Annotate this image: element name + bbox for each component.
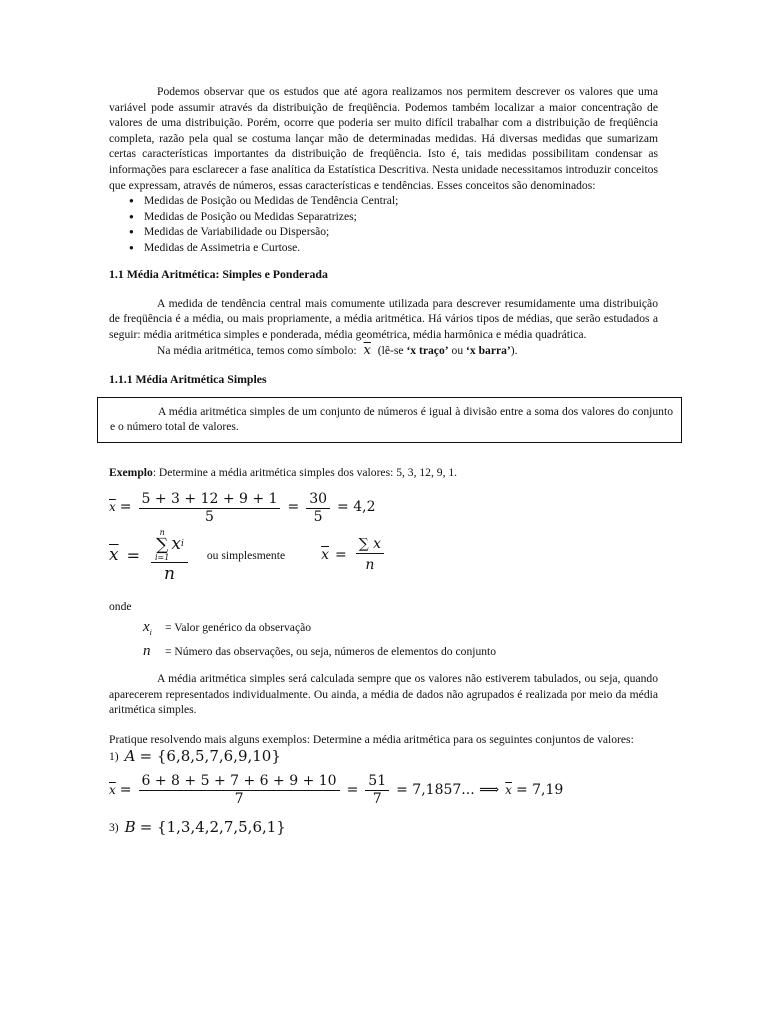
xi-symbol [143,618,165,642]
section-heading-1-1: 1.1 Média Aritmética: Simples e Ponderada [109,267,328,282]
x-bar-symbol: $\overline{x}$ [505,782,512,797]
read-or: ou [451,343,464,357]
example-3-set [109,820,658,836]
numerator: 6 + 8 + 5 + 7 + 6 + 9 + 10 [139,773,340,791]
definition-text: = Número das observações, ou seja, números de elementos do conjunto [165,645,497,659]
fraction [139,491,281,526]
section-paragraph: A medida de tendência central mais comumente utilizada para descrever resumidamente uma distribuição de freqüência é a média, ou mais propriamente, a média aritmética. Há vários tipos de médias, que serão estudados a seguir: média aritmética simples e ponderada, média geométrica, média harmônica e média quadrática. [109,296,658,341]
definition-text: A média aritmética simples de um conjunto de números é igual à divisão entre a soma dos valores do conjunto e o número total de valores. [110,404,673,434]
x-bar-symbol: $\overline{x}$ [109,545,119,566]
document-page [109,84,673,837]
list-item: ● Medidas de Posição ou Medidas Separatrizes; [129,209,658,225]
set-name: A [124,747,136,766]
equation-1 [109,491,658,526]
definitions [109,618,658,661]
read-x-barra: ‘x barra’ [466,343,511,357]
denominator: n [163,563,175,584]
denominator: 5 [313,508,323,525]
final-result: = 7,19 [515,781,564,798]
numerator: 51 [365,773,389,791]
n-symbol: n [143,643,151,660]
xi-letter: x [143,619,150,636]
sum-upper: n [159,527,165,537]
list-item: ● Medidas de Variabilidade ou Dispersão; [129,224,658,240]
x-bar-symbol: $\overline{x}$ [109,500,116,515]
denominator: 7 [234,791,244,808]
numerator: 30 [306,491,330,509]
numerator: ∑ x [356,536,384,554]
example-1-set [109,749,658,765]
onde-label: onde [109,599,132,613]
section-heading-1-1-1: 1.1.1 Média Aritmética Simples [109,372,267,387]
x-bar-symbol: $\overline{x}$ [363,342,371,358]
list-item: ● Medidas de Posição ou Medidas de Tendência Central; [129,193,658,209]
symbol-prefix: Na média aritmética, temos como símbolo: [157,343,357,357]
denominator: 7 [372,791,382,808]
list-item: ● Medidas de Assimetria e Curtose. [129,240,658,256]
definition-box [97,397,682,443]
equals-sign: = [126,546,140,566]
paragraph-tabulated: A média aritmética simples será calculada sempre que os valores não estiverem tabulados, ou seja, quando aparecerem representados individualmente. Ou ainda, a média de dados não agrupados é realizada por meio da média aritmética simples. [109,672,658,717]
denominator: 5 [205,508,214,525]
equation-3 [109,773,658,808]
practice-text: Pratique resolvendo mais alguns exemplos: Determine a média aritmética para os seguintes conjuntos de valores: [109,732,634,746]
sum-lower: i=1 [155,552,170,562]
intro-paragraph: Podemos observar que os estudos que até agora realizamos nos permitem descrever os valores que uma variável pode assumir através da distribuição de freqüência. Podemos também localizar a maior concentração de valores de uma distribuição. Porém, ocorre que poderia ser muito difícil trabalhar com a distribuição de freqüência completa, razão pela qual se costuma lançar mão de determinadas medidas. Há diversas medidas que sumarizam certas características importantes da distribuição de freqüência. Isto é, tais medidas possibilitam condensar as informações para esclarecer a fase analítica da Estatística Descritiva. Nesta unidade necessitamos introduzir conceitos que expressam, através de números, essas características e tendências. Esses conceitos são denominados: [109,85,658,192]
result: = 4,2 [337,499,376,516]
or-simply-label: ou simplesmente [206,549,286,563]
equals-sign: = [119,781,132,798]
equals-sign: = [335,547,347,564]
numerator [151,528,188,563]
definition-n [143,642,658,661]
set-name: B [124,818,136,837]
sigma-block [155,528,169,562]
fraction [365,773,389,808]
read-x-traco: ‘x traço’ [406,343,449,357]
result: = 7,1857... ⟹ [396,781,500,798]
x-bar-symbol: $\overline{x}$ [109,782,116,797]
definition-xi [143,618,658,642]
fraction [306,491,330,526]
read-open: (lê-se [377,343,404,357]
read-close: ). [510,343,518,357]
equals-sign: = [119,499,132,516]
definition-text: = Valor genérico da observação [165,621,312,635]
set-values: = {1,3,4,2,7,5,6,1} [139,818,286,837]
denominator: n [365,557,375,573]
example-number: 3) [109,821,119,835]
sum-subscript: i [180,539,184,549]
sigma-icon: ∑ [156,534,169,555]
equation-2 [109,528,658,585]
example-number: 1) [109,750,119,764]
equals-sign: = [346,781,359,798]
example-line [109,465,658,481]
example-text: : Determine a média aritmética simples dos valores: 5, 3, 12, 9, 1. [152,465,458,479]
summation-fraction [151,528,188,585]
simple-fraction [356,536,384,576]
symbol-line [109,343,658,359]
sum-variable: x [171,534,181,554]
set-values: = {6,8,5,7,6,9,10} [139,747,281,766]
equals-sign: = [287,499,300,516]
example-label: Exemplo [109,465,153,479]
fraction [139,773,340,808]
xi-subscript: i [149,628,152,638]
x-bar-symbol: $\overline{x}$ [321,547,329,564]
numerator: 5 + 3 + 12 + 9 + 1 [139,491,281,509]
measures-list [109,193,658,255]
